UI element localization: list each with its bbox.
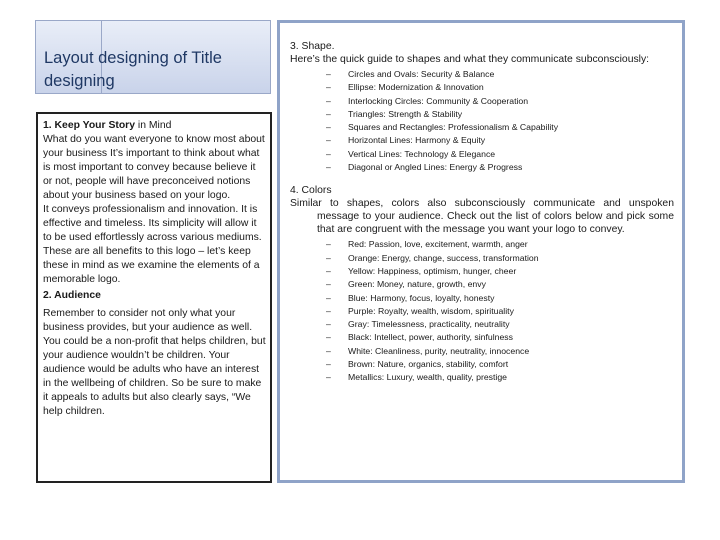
color-list-item [290,238,674,251]
color-list-item-text: Yellow: Happiness, optimism, hunger, cheer [348,265,517,276]
color-list-item-text: Brown: Nature, organics, stability, comfort [348,359,509,370]
shape-list-item-text: Ellipse: Modernization & Innovation [348,82,484,93]
shape-list-item-text: Circles and Ovals: Security & Balance [348,69,495,79]
dash-bullet-icon: – [326,95,331,106]
shape-list-item-text: Diagonal or Angled Lines: Energy & Progress [348,162,523,173]
dash-bullet-icon: – [326,69,331,79]
dash-bullet-icon: – [326,345,331,356]
dash-bullet-icon: – [326,372,331,383]
shape-list-item-text: Vertical Lines: Technology & Elegance [348,148,496,159]
dash-bullet-icon: – [326,108,331,119]
color-list-item [290,278,674,291]
color-list-item-text: Blue: Harmony, focus, loyalty, honesty [348,292,495,303]
colors-intro: Similar to shapes, colors also subconsciously communicate and unspoken message to your audience. Check out the list of colors below and pick some that are congruent with the message you want your logo to convey. [290,198,674,236]
dash-bullet-icon: – [326,122,331,133]
section1-heading: 1. Keep Your Story [43,120,136,131]
shape-list-item [290,108,674,121]
color-list-item [290,331,674,344]
dash-bullet-icon: – [326,148,331,159]
dash-bullet-icon: – [326,265,331,276]
color-list-item [290,265,674,278]
dash-bullet-icon: – [326,239,331,250]
dash-bullet-icon: – [326,332,331,343]
color-list [290,238,674,384]
color-list-item [290,371,674,384]
shape-list-item-text: Horizontal Lines: Harmony & Equity [348,135,486,146]
color-list-item [290,252,674,265]
color-list-item-text: Metallics: Luxury, wealth, quality, prestige [348,372,508,383]
color-list-item-text: Orange: Energy, change, success, transformation [348,252,539,263]
dash-bullet-icon: – [326,319,331,330]
colors-heading: 4. Colors [290,185,332,197]
shape-list-item [290,134,674,147]
dash-bullet-icon: – [326,135,331,146]
section2-body: Remember to consider not only what your business provides, but your audience as well. You could be a non-profit that helps children, but your audience wouldn’t be children. Your audience would be adults who have an interest in the wellbeing of children. So be sure to make it appeals to adults but also clearly says, “We help children. [43,308,266,417]
color-list-item-text: Gray: Timelessness, practicality, neutrality [348,319,510,330]
section1-heading-line [43,119,266,133]
shape-list-item [290,95,674,108]
section1-body: What do you want everyone to know most about your business It’s important to think about what is most important to convey because believe it or not, people will have preconceived notions about your business based on your logo. [43,134,265,201]
color-list-item-text: Black: Intellect, power, authority, sinfulness [348,332,513,343]
color-list-item-text: White: Cleanliness, purity, neutrality, innocence [348,345,530,356]
page-title: Layout designing of Title designing [44,49,222,90]
color-list-item [290,345,674,358]
color-list-item [290,292,674,305]
shape-list-item-text: Squares and Rectangles: Professionalism & Capability [348,122,559,133]
dash-bullet-icon: – [326,162,331,173]
color-list-item [290,305,674,318]
left-text-box [36,112,272,483]
color-list-item-text: Purple: Royalty, wealth, wisdom, spirituality [348,305,514,316]
shape-list-item [290,81,674,94]
shape-list [290,68,674,174]
shape-list-item [290,148,674,161]
shape-list-item [290,161,674,174]
dash-bullet-icon: – [326,292,331,303]
shape-intro: Here’s the quick guide to shapes and what they communicate subconsciously: [290,54,650,65]
section2-heading [43,289,266,303]
shape-list-item-text: Interlocking Circles: Community & Cooperation [348,95,529,106]
shape-list-item [290,121,674,134]
color-list-item-text: Red: Passion, love, excitement, warmth, anger [348,239,528,250]
shape-list-item-text: Triangles: Strength & Stability [348,108,463,119]
section1-heading-rest: in Mind [135,120,172,131]
color-list-item [290,318,674,331]
dash-bullet-icon: – [326,305,331,316]
color-list-item-text: Green: Money, nature, growth, envy [348,279,486,290]
section2-heading-text: 2. Audience [43,290,101,301]
right-text-box [277,20,685,483]
shape-heading: 3. Shape. [290,41,335,52]
dash-bullet-icon: – [326,279,331,290]
shape-list-item [290,68,674,81]
section1-body2: It conveys professionalism and innovation. It is effective and timeless. Its simplicity will allow it to be used effortlessly across various mediums. These are all benefits to this logo – let’s keep these in mind as we examine the elements of a memorable logo. [43,204,262,285]
dash-bullet-icon: – [326,252,331,263]
color-list-item [290,358,674,371]
title-box [35,20,271,94]
dash-bullet-icon: – [326,359,331,370]
dash-bullet-icon: – [326,82,331,93]
